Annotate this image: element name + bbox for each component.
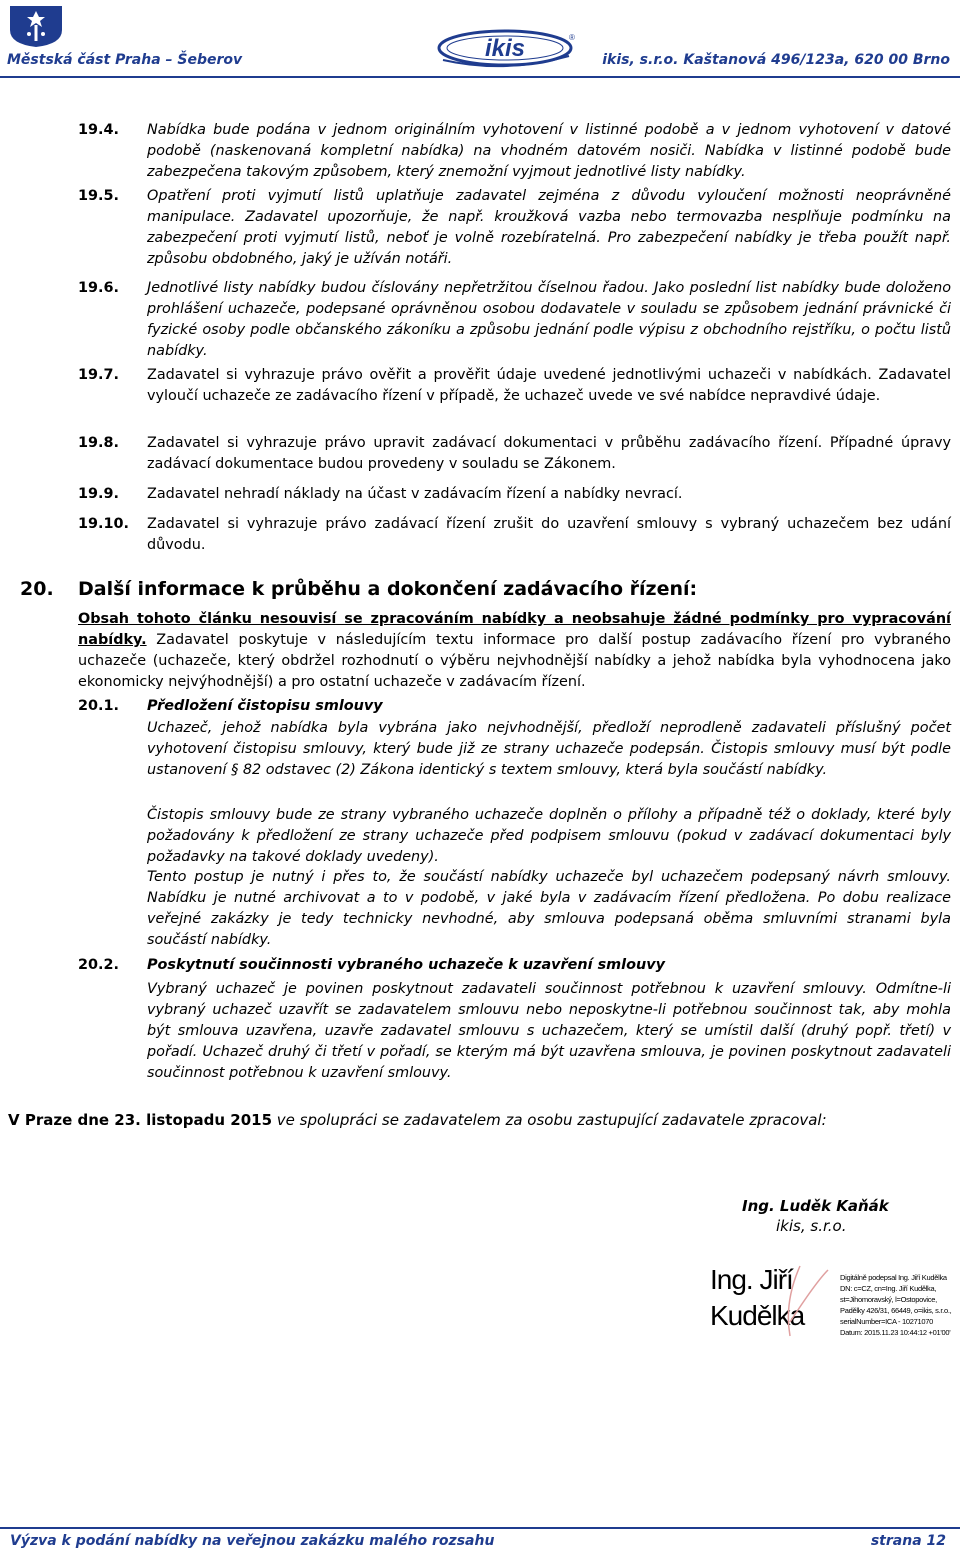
signature-detail-line: serialNumber=ICA - 10271070 bbox=[840, 1317, 934, 1326]
intro-underlined: Obsah tohoto článku nesouvisí se zpracováním nabídky a neobsahuje žádné podmínky pro vypracování nabídky. bbox=[78, 611, 951, 648]
signer-name: Ing. Luděk Kaňák bbox=[742, 1197, 889, 1215]
signature-detail-line: st=Jihomoravský, l=Ostopovice, bbox=[840, 1295, 937, 1304]
item-number: 19.9. bbox=[78, 486, 119, 502]
item-number: 19.6. bbox=[78, 280, 119, 296]
subsection-number: 20.1. bbox=[78, 698, 119, 714]
item-number: 19.4. bbox=[78, 122, 119, 138]
item-number: 19.7. bbox=[78, 367, 119, 383]
coat-of-arms-icon bbox=[8, 4, 64, 48]
paragraph: Tento postup je nutný i přes to, že součástí nabídky uchazeče byl uchazečem podepsaný návrh smlouvy. Nabídku je nutné archivovat a to v podobě, v jaké byla v zadávacím řízení předložena. Po dobu realizace veřejné zakázky je tedy technicky nevhodné, aby smlouva podepsaná oběma smluvními stranami byla součástí nabídky. bbox=[147, 869, 951, 948]
signature-detail-line: DN: c=CZ, cn=Ing. Jiří Kudělka, bbox=[840, 1284, 937, 1293]
header-rule bbox=[0, 76, 960, 78]
subsection-title: Předložení čistopisu smlouvy bbox=[147, 698, 383, 714]
page-header bbox=[0, 0, 960, 80]
signature-details bbox=[840, 1272, 951, 1338]
signature-detail-line: Digitálně podepsal Ing. Jiří Kudělka bbox=[840, 1273, 947, 1282]
item-number: 19.5. bbox=[78, 188, 119, 204]
page-number: strana 12 bbox=[870, 1533, 946, 1549]
subsection-number: 20.2. bbox=[78, 957, 119, 973]
footer-title: Výzva k podání nabídky na veřejnou zakázku malého rozsahu bbox=[10, 1533, 495, 1549]
subsection-title: Poskytnutí součinnosti vybraného uchazeče k uzavření smlouvy bbox=[147, 957, 665, 973]
paragraph: Uchazeč, jehož nabídka byla vybrána jako nejvhodnější, předloží neprodleně zadavateli příslušný počet vyhotovení čistopisu smlouvy, který bude již ze strany uchazeče podepsán. Čistopis smlouvy musí být podle ustanovení § 82 odstavec (2) Zákona identický s textem smlouvy, která byla součástí nabídky. bbox=[147, 720, 951, 778]
signature-detail-line: Padělky 426/31, 66449, o=ikis, s.r.o., bbox=[840, 1306, 952, 1315]
header-company-address: ikis, s.r.o. Kaštanová 496/123a, 620 00 Brno bbox=[602, 52, 950, 68]
paragraph: Vybraný uchazeč je povinen poskytnout zadavateli součinnost potřebnou k uzavření smlouvy. Odmítne-li vybraný uchazeč uzavřít se zadavatelem smlouvu nebo neposkytne-li potřebnou součinnost tak, aby mohla být smlouva uzavřena, uzavře zadavatel smlouvu s uchazečem, který se umístil další (druhý popř. třetí) v pořadí. Uchazeč druhý či třetí v pořadí, se kterým má být uzavřena smlouva, je povinen poskytnout zadavateli součinnost potřebnou k uzavření smlouvy. bbox=[147, 981, 951, 1081]
header-municipality: Městská část Praha – Šeberov bbox=[7, 52, 243, 68]
svg-text:®: ® bbox=[569, 33, 575, 42]
item-text: Jednotlivé listy nabídky budou číslovány nepřetržitou číselnou řadou. Jako poslední list nabídky bude doloženo prohlášení uchazeče, podepsané oprávněnou osobou dodavatele v souladu se způsobem jednání právnické či fyzické osoby podle občanského zákoníku a způsobu jednání podle výpisu z obchodního rejstříku, o počtu listů nabídky. bbox=[147, 280, 951, 359]
item-text: Zadavatel si vyhrazuje právo upravit zadávací dokumentaci v průběhu zadávacího řízení. Případné úpravy zadávací dokumentace budou provedeny v souladu se Zákonem. bbox=[147, 435, 951, 472]
item-number: 19.10. bbox=[78, 516, 129, 532]
item-text: Zadavatel nehradí náklady na účast v zadávacím řízení a nabídky nevrací. bbox=[147, 486, 683, 502]
signature-name-line: Kudělka bbox=[710, 1300, 805, 1331]
ikis-logo-icon bbox=[437, 26, 577, 74]
svg-text:ikis: ikis bbox=[484, 35, 526, 62]
section-title: Další informace k průběhu a dokončení zadávacího řízení: bbox=[78, 578, 698, 600]
item-text: Zadavatel si vyhrazuje právo zadávací řízení zrušit do uzavření smlouvy s vybraný uchazečem bez udání důvodu. bbox=[147, 516, 951, 553]
place-date: V Praze dne 23. listopadu 2015 bbox=[8, 1111, 273, 1129]
signature-detail-line: Datum: 2015.11.23 10:44:12 +01'00' bbox=[840, 1328, 951, 1337]
intro-text: Zadavatel poskytuje v následujícím textu informace pro další postup zadávacího řízení pro vybraného uchazeče (uchazeče, který obdržel rozhodnutí o výběru nejvhodnější nabídky a jehož nabídka byla vyhodnocena jako ekonomicky nejvýhodnější) a pro ostatní uchazeče v zadávacím řízení. bbox=[78, 632, 951, 690]
closing-line bbox=[8, 1110, 827, 1131]
footer-rule bbox=[0, 1527, 960, 1529]
item-number: 19.8. bbox=[78, 435, 119, 451]
closing-text: ve spolupráci se zadavatelem za osobu zastupující zadavatele zpracoval: bbox=[272, 1111, 827, 1129]
item-text: Zadavatel si vyhrazuje právo ověřit a prověřit údaje uvedené jednotlivými uchazeči v nabídkách. Zadavatel vyloučí uchazeče ze zadávacího řízení v případě, že uchazeč uvede ve své nabídce nepravdivé údaje. bbox=[147, 367, 951, 404]
section-intro bbox=[78, 609, 951, 693]
paragraph: Čistopis smlouvy bude ze strany vybraného uchazeče doplněn o přílohy a případně též o doklady, které byly požadovány k předložení ze strany uchazeče před podpisem smlouvu (pokud v zadávací dokumentaci byly požadavky na takové doklady uvedeny). bbox=[147, 807, 951, 865]
signature-name-line: Ing. Jiří bbox=[710, 1264, 793, 1295]
item-text: Nabídka bude podána v jednom originálním vyhotovení v listinné podobě a v jednom vyhotovení v datové podobě (naskenovaná kompletní nabídka) na vhodném datovém nosiči. Nabídka v listinné podobě bude zabezpečena takovým způsobem, který znemožní vyjmout jednotlivé listy nabídky. bbox=[147, 122, 951, 180]
signer-company: ikis, s.r.o. bbox=[776, 1217, 847, 1235]
item-text: Opatření proti vyjmutí listů uplatňuje zadavatel zejména z důvodu vyloučení možnosti neoprávněné manipulace. Zadavatel upozorňuje, že např. kroužková vazba nebo termovazba nesplňuje podmínku na zabezpečení proti vyjmutí listů, neboť je volně rozebíratelná. Pro zabezpečení nabídky je třeba použít např. způsobu obdobného, jaký je užíván notáři. bbox=[147, 188, 951, 267]
section-number: 20. bbox=[20, 578, 54, 600]
